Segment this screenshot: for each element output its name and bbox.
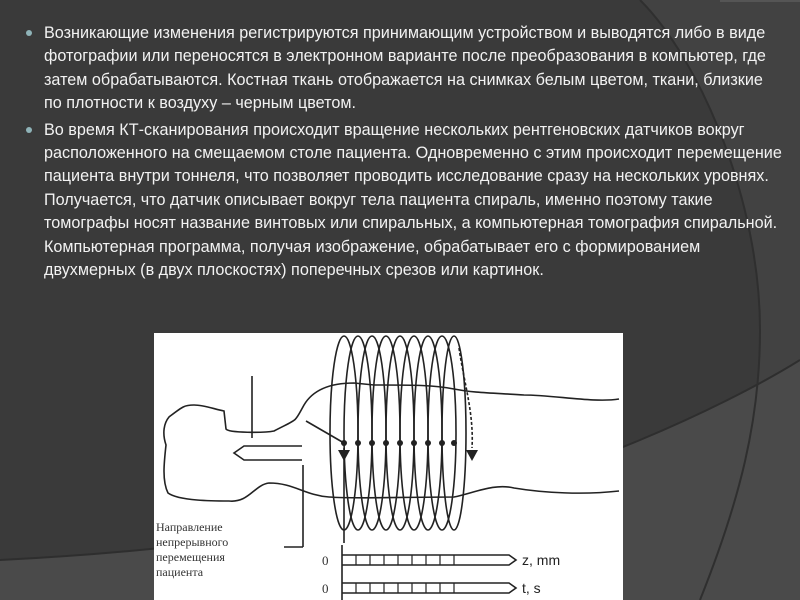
- bullet-text: Во время КТ-сканирования происходит вращение нескольких рентгеновских датчиков вокруг расположенного на смещаемом столе пациента. Одновременно с этим происходит перемещение пациента внутри тоннеля, что позволяет проводить исследование сразу на нескольких уровнях. Получается, что датчик описывает вокруг тела пациента спираль, именно поэтому такие томографы носят название винтовых или спиральных, а компьютерная томография спиральной. Компьютерная программа, получая изображение, обрабатывает его с формированием двухмерных (в двух плоскостях) поперечных срезов или картинок.: [44, 120, 782, 280]
- t-axis-label: t, s: [522, 580, 541, 596]
- direction-arrow: [234, 446, 302, 460]
- caption-line: непрерывного: [156, 535, 229, 549]
- diagram-graphic: [154, 333, 623, 600]
- t-axis: [342, 583, 516, 593]
- caption-line: пациента: [156, 565, 204, 579]
- z-axis-zero: 0: [322, 553, 329, 568]
- z-axis-label: z, mm: [522, 552, 561, 568]
- patient-body-outline: [164, 383, 619, 501]
- bullet-icon: [26, 30, 32, 36]
- spiral-loops: [330, 336, 466, 530]
- t-axis-zero: 0: [322, 581, 329, 596]
- z-axis: [342, 555, 516, 565]
- bullet-item: [22, 119, 782, 283]
- caption-line: перемещения: [156, 550, 225, 564]
- bullet-text: Возникающие изменения регистрируются принимающим устройством и выводятся либо в виде фотографии или переносятся в электронном варианте после преобразования в компьютер, где затем обрабатываются. Костная ткань отображается на снимках белым цветом, ткани, близкие по плотности к воздуху – черным цветом.: [44, 24, 766, 113]
- bullet-icon: [26, 127, 32, 133]
- spiral-ct-diagram: [154, 333, 623, 600]
- bullet-list: [22, 22, 782, 285]
- bullet-item: [22, 22, 782, 116]
- caption-line: Направление: [156, 520, 223, 534]
